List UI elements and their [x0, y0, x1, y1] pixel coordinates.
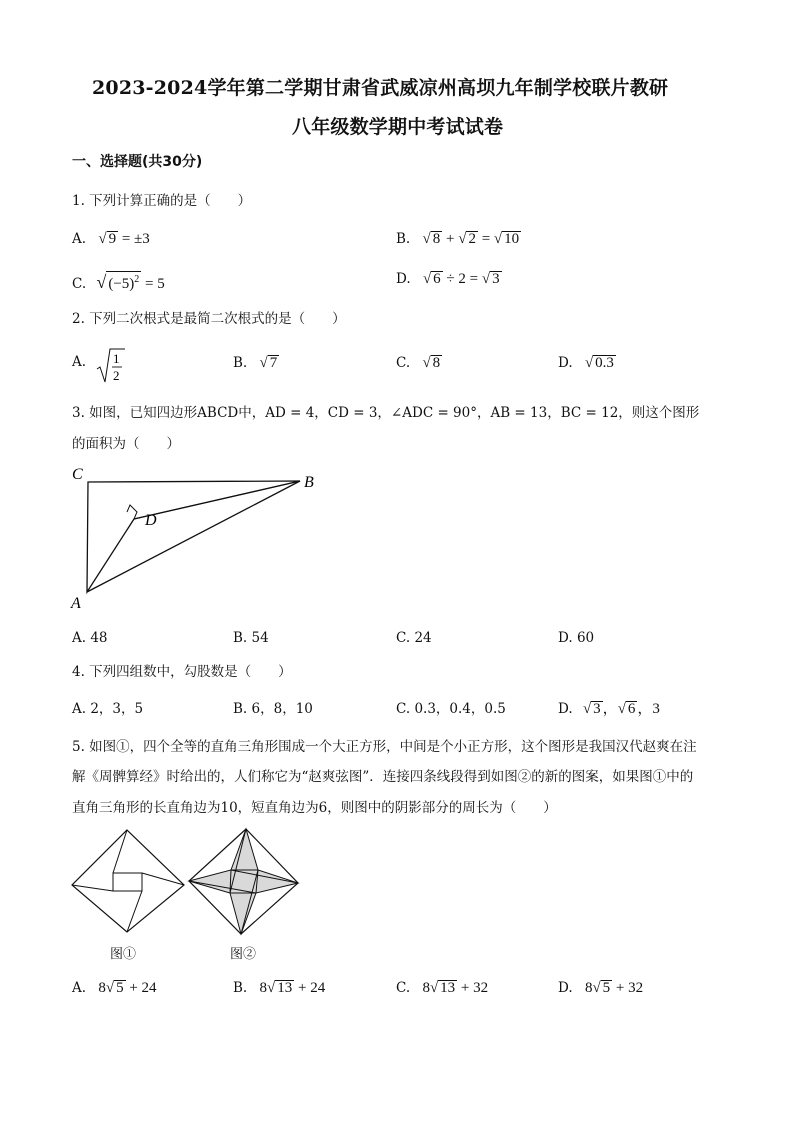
- q2-option-d-expr: √ 0.3: [584, 355, 614, 371]
- q1-option-b-label: B.: [396, 231, 411, 247]
- sqrt-half-glyph: [96, 348, 126, 384]
- outer-square: [72, 830, 184, 932]
- q3-option-c-text: 24: [414, 630, 432, 646]
- svg-text:1: 1: [113, 351, 120, 366]
- q1-option-d-label: D.: [396, 271, 411, 287]
- vertex-label-a: A: [71, 595, 81, 612]
- q4-option-d[interactable]: [558, 697, 660, 718]
- q2-option-a-label: A.: [72, 354, 87, 370]
- q4-option-c[interactable]: [396, 697, 506, 717]
- q4-option-c-text: 0.3，0.4，0.5: [414, 701, 506, 717]
- q5-option-c-expr: 8√ 13 + 32: [422, 980, 489, 996]
- q3-option-a[interactable]: [72, 630, 108, 646]
- q2-option-c-label: C.: [396, 355, 411, 371]
- question-3-stem-line1: 3. 如图，已知四边形ABCD中，AD = 4，CD = 3，∠ADC = 90°，AB = 13，BC = 12，则这个图形: [72, 405, 700, 421]
- vertex-label-c: C: [72, 466, 83, 483]
- question-1-stem: 1. 下列计算正确的是（ ）: [72, 193, 252, 209]
- q4-option-a-text: 2，3，5: [90, 701, 144, 717]
- q2-option-a[interactable]: [72, 348, 126, 389]
- zhao-shuang-diagram-figure-2: [186, 826, 302, 938]
- q2-option-a-expr: [96, 348, 126, 389]
- q1-option-d-expr: √ 6 ÷ 2 = √ 3: [422, 271, 500, 287]
- q1-option-d[interactable]: [396, 271, 502, 288]
- q3-option-c[interactable]: [396, 630, 432, 646]
- q1-option-a[interactable]: [72, 231, 150, 248]
- right-angle-mark: [127, 505, 137, 519]
- q4-option-a[interactable]: [72, 697, 143, 717]
- q1-option-c-expr: √ $(-5)^2 = 5$: [96, 272, 165, 292]
- question-5-stem-line3: 直角三角形的长直角边为10，短直角边为6，则图中的阴影部分的周长为（ ）: [72, 800, 557, 816]
- q5-option-c-label: C.: [396, 980, 411, 996]
- q5-option-d[interactable]: [558, 980, 643, 997]
- q2-option-d[interactable]: [558, 355, 616, 372]
- q5-option-d-label: D.: [558, 980, 573, 996]
- q5-option-b-expr: 8√ 13 + 24: [259, 980, 326, 996]
- q2-option-d-label: D.: [558, 355, 573, 371]
- q1-option-c-label: C.: [72, 276, 87, 292]
- q1-option-c[interactable]: [72, 271, 165, 293]
- vertex-label-b: B: [304, 474, 314, 491]
- vertex-label-d: D: [145, 512, 157, 529]
- q5-option-a[interactable]: [72, 980, 157, 997]
- q1-option-a-label: A.: [72, 231, 87, 247]
- quadrilateral-figure: [66, 460, 326, 618]
- q2-option-c[interactable]: [396, 355, 442, 372]
- zhao-shuang-diagram-figure-1: [70, 828, 188, 936]
- q2-option-b-label: B.: [233, 355, 248, 371]
- shaded-region: [189, 829, 298, 934]
- question-5-stem-line2: 解《周髀算经》时给出的，人们称它为“赵爽弦图”．连接四条线段得到如图②的新的图案，如果图①中的: [72, 769, 694, 785]
- q4-option-c-label: C.: [396, 701, 411, 717]
- q5-option-a-label: A.: [72, 980, 87, 996]
- q5-option-c[interactable]: [396, 980, 488, 997]
- q3-option-d-text: 60: [576, 630, 595, 646]
- q4-option-d-expr: √ 3 ，√ 6 ，3: [582, 701, 660, 717]
- svg-text:2: 2: [113, 368, 120, 383]
- q1-option-b[interactable]: [396, 231, 521, 248]
- q5-option-d-expr: 8√ 5 + 32: [584, 980, 644, 996]
- q5-option-a-expr: 8√ 5 + 24: [98, 980, 157, 996]
- q3-option-d-label: D.: [558, 630, 573, 646]
- page-title-line2: 八年级数学期中考试试卷: [292, 116, 504, 138]
- inner-square: [113, 873, 142, 891]
- q4-option-b-label: B.: [233, 701, 248, 717]
- q4-option-d-label: D.: [558, 701, 573, 717]
- q3-option-a-text: 48: [90, 630, 108, 646]
- question-3-stem-line2: 的面积为（ ）: [72, 436, 180, 452]
- q4-option-b[interactable]: [233, 697, 313, 717]
- q4-option-b-text: 6，8，10: [251, 701, 313, 717]
- figure-1-caption: 图①: [110, 947, 137, 962]
- q5-option-b[interactable]: [233, 980, 325, 997]
- diagonal-bd: [134, 481, 300, 519]
- side-ab: [87, 481, 300, 592]
- q1-option-a-expr: √ 9 = ±3: [98, 231, 150, 247]
- q3-option-b-label: B.: [233, 630, 248, 646]
- q2-option-c-expr: √ 8: [422, 355, 441, 371]
- q4-option-a-label: A.: [72, 701, 87, 717]
- q3-option-d[interactable]: [558, 630, 594, 646]
- q3-option-b-text: 54: [251, 630, 269, 646]
- q1-option-b-expr: √ 8 + √ 2 = √ 10: [422, 231, 520, 247]
- q3-option-c-label: C.: [396, 630, 411, 646]
- section-heading: 一、选择题(共30分): [72, 154, 203, 170]
- question-2-stem: 2. 下列二次根式是最简二次根式的是（ ）: [72, 311, 346, 327]
- question-5-stem-line1: 5. 如图①，四个全等的直角三角形围成一个大正方形，中间是个小正方形，这个图形是我国汉代赵爽在注: [72, 739, 697, 755]
- q2-option-b-expr: √ 7: [259, 355, 278, 371]
- q3-option-b[interactable]: [233, 630, 269, 646]
- page-title-line1: 2023-2024学年第二学期甘肃省武威凉州高坝九年制学校联片教研: [92, 77, 669, 99]
- q5-option-b-label: B.: [233, 980, 248, 996]
- q2-option-b[interactable]: [233, 355, 279, 372]
- q3-option-a-label: A.: [72, 630, 87, 646]
- figure-2-caption: 图②: [230, 947, 257, 962]
- question-4-stem: 4. 下列四组数中，勾股数是（ ）: [72, 664, 292, 680]
